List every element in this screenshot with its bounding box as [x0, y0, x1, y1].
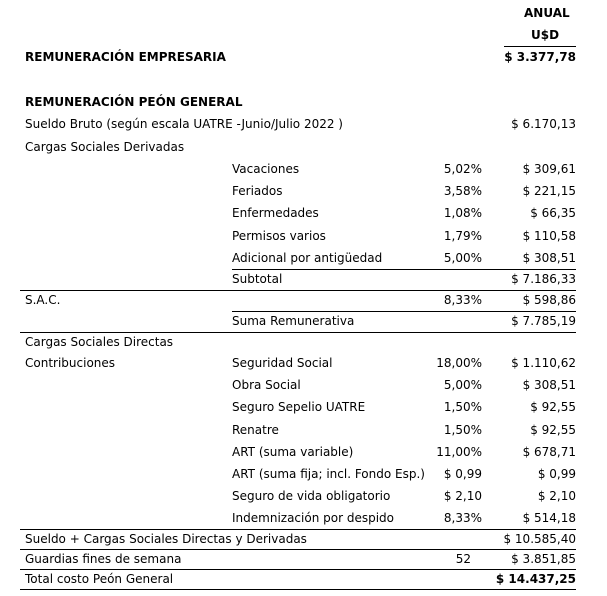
obra-social-value: $ 308,51 [522, 378, 576, 392]
guardias-qty: 52 [455, 552, 471, 566]
seguro-vida-label: Seguro de vida obligatorio [232, 489, 391, 503]
sueldo-cargas-label: Sueldo + Cargas Sociales Directas y Derivadas [25, 532, 307, 546]
indemnizacion-value: $ 514,18 [522, 511, 576, 525]
total-bottom-divider [20, 589, 576, 590]
sac-divider [20, 290, 576, 291]
art-fija-value: $ 0,99 [537, 467, 576, 481]
sueldo-bruto-label: Sueldo Bruto (según escala UATRE -Junio/Julio 2022 ) [25, 117, 343, 131]
seguro-sepelio-value: $ 92,55 [530, 400, 576, 414]
indemnizacion-label: Indemnización por despido [232, 511, 394, 525]
sac-value: $ 598,86 [522, 293, 576, 307]
sueldo-bruto-value: $ 6.170,13 [511, 117, 576, 131]
header-divider [504, 46, 576, 47]
obra-social-pct: 5,00% [443, 378, 482, 392]
seguro-sepelio-label: Seguro Sepelio UATRE [232, 400, 366, 414]
cargas-directas-title: Cargas Sociales Directas [25, 335, 174, 349]
subtotal-value: $ 7.186,33 [511, 272, 576, 286]
sac-pct: 8,33% [443, 293, 482, 307]
header-anual: ANUAL [524, 6, 570, 20]
seguridad-social-pct: 18,00% [436, 356, 482, 370]
art-variable-label: ART (suma variable) [232, 445, 354, 459]
vacaciones-pct: 5,02% [443, 162, 482, 176]
enfermedades-value: $ 66,35 [530, 206, 576, 220]
guardias-label: Guardias fines de semana [25, 552, 182, 566]
adicional-antiguedad-pct: 5,00% [443, 251, 482, 265]
guardias-divider [20, 549, 576, 550]
feriados-label: Feriados [232, 184, 283, 198]
seguro-sepelio-pct: 1,50% [443, 400, 482, 414]
total-value: $ 14.437,25 [495, 572, 576, 586]
art-variable-value: $ 678,71 [522, 445, 576, 459]
feriados-pct: 3,58% [443, 184, 482, 198]
vacaciones-label: Vacaciones [232, 162, 300, 176]
enfermedades-pct: 1,08% [443, 206, 482, 220]
enfermedades-label: Enfermedades [232, 206, 319, 220]
seguridad-social-label: Seguridad Social [232, 356, 333, 370]
contribuciones-label: Contribuciones [25, 356, 116, 370]
sueldo-cargas-value: $ 10.585,40 [503, 532, 576, 546]
cargas-directas-divider [20, 332, 576, 333]
vacaciones-value: $ 309,61 [522, 162, 576, 176]
permisos-varios-pct: 1,79% [443, 229, 482, 243]
sac-label: S.A.C. [25, 293, 61, 307]
seguro-vida-value: $ 2,10 [537, 489, 576, 503]
guardias-value: $ 3.851,85 [511, 552, 576, 566]
permisos-varios-value: $ 110,58 [522, 229, 576, 243]
remuneracion-empresaria-value: $ 3.377,78 [504, 50, 576, 64]
total-divider [20, 569, 576, 570]
suma-remunerativa-divider [232, 311, 576, 312]
art-variable-pct: 11,00% [436, 445, 482, 459]
suma-remunerativa-value: $ 7.785,19 [511, 314, 576, 328]
feriados-value: $ 221,15 [522, 184, 576, 198]
total-label: Total costo Peón General [25, 572, 174, 586]
cargas-derivadas-title: Cargas Sociales Derivadas [25, 140, 185, 154]
peon-general-title: REMUNERACIÓN PEÓN GENERAL [25, 95, 243, 109]
subtotal-divider [232, 269, 576, 270]
indemnizacion-pct: 8,33% [443, 511, 482, 525]
remuneracion-empresaria-label: REMUNERACIÓN EMPRESARIA [25, 50, 226, 64]
header-currency: U$D [531, 28, 560, 42]
adicional-antiguedad-value: $ 308,51 [522, 251, 576, 265]
art-fija-pct: $ 0,99 [443, 467, 482, 481]
sueldo-cargas-divider [20, 529, 576, 530]
suma-remunerativa-label: Suma Remunerativa [232, 314, 355, 328]
seguro-vida-pct: $ 2,10 [443, 489, 482, 503]
adicional-antiguedad-label: Adicional por antigüedad [232, 251, 383, 265]
permisos-varios-label: Permisos varios [232, 229, 326, 243]
seguridad-social-value: $ 1.110,62 [511, 356, 576, 370]
renatre-pct: 1,50% [443, 423, 482, 437]
subtotal-label: Subtotal [232, 272, 283, 286]
renatre-label: Renatre [232, 423, 279, 437]
art-fija-label: ART (suma fija; incl. Fondo Esp.) [232, 467, 425, 481]
renatre-value: $ 92,55 [530, 423, 576, 437]
obra-social-label: Obra Social [232, 378, 301, 392]
